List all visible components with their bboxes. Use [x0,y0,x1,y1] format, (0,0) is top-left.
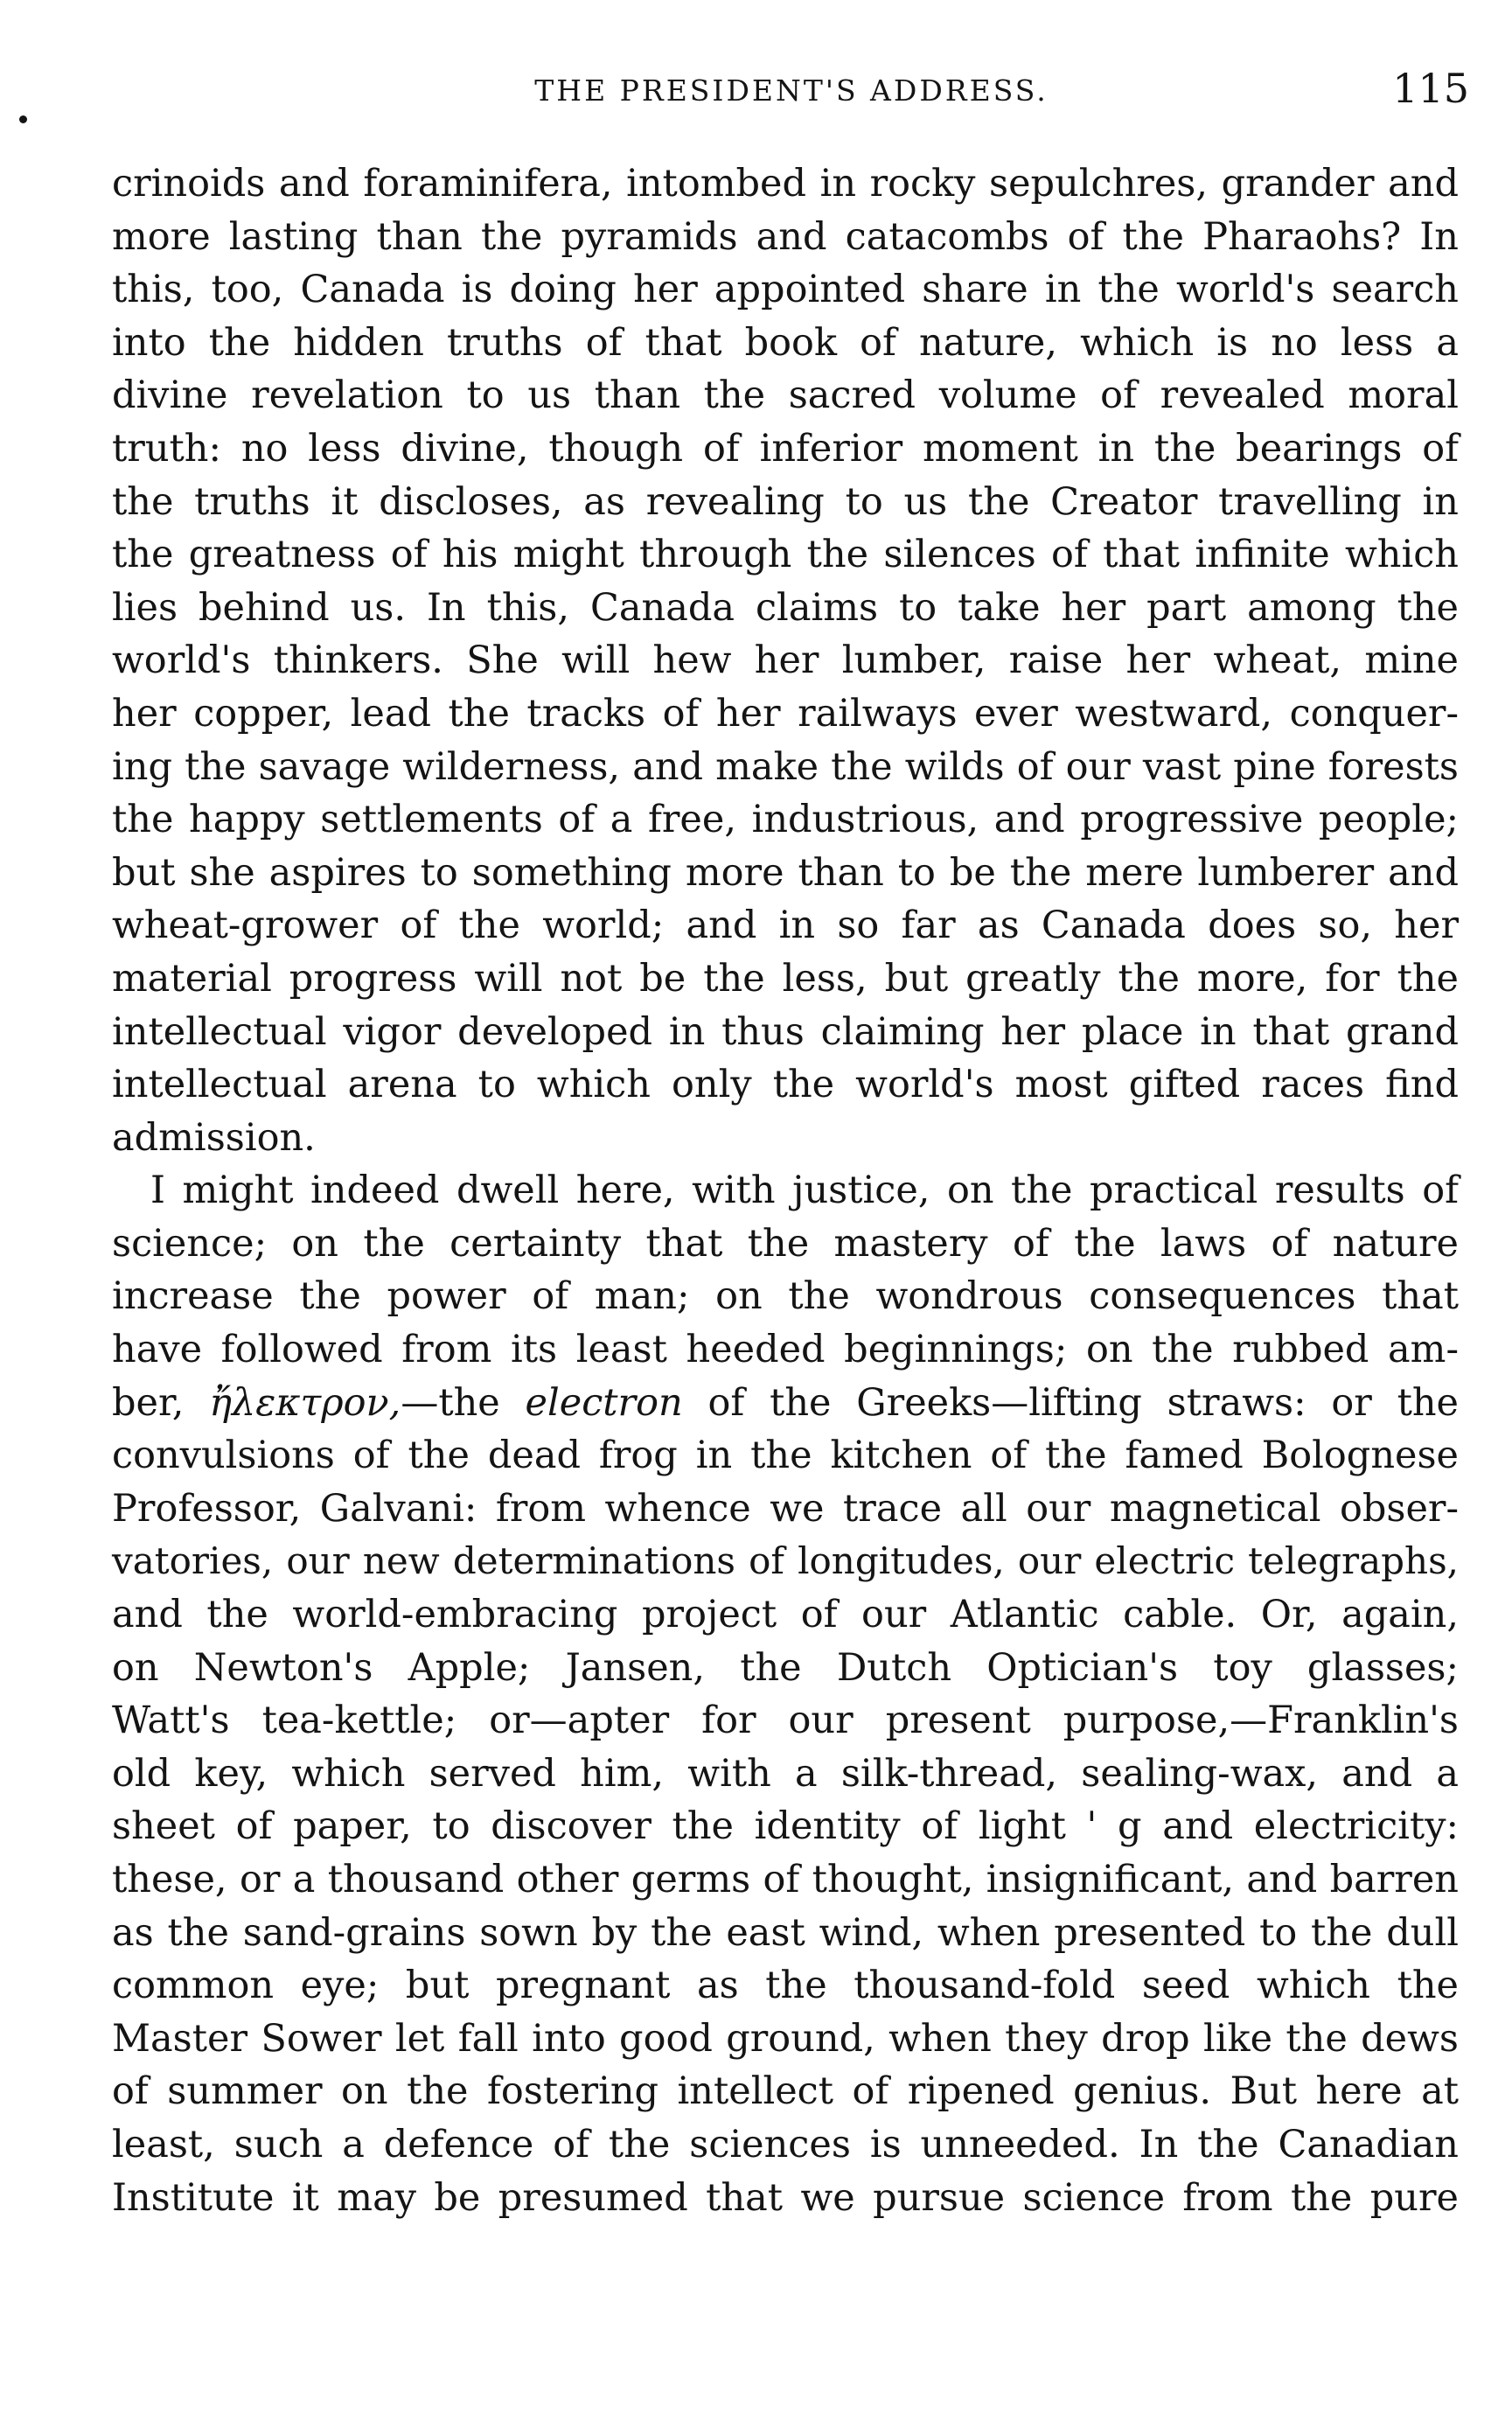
text-line: into the hidden truths of that book of nature, which is no less a [112,320,1459,365]
margin-dot [19,115,27,123]
text-line: this, too, Canada is doing her appointed share in the world's search [112,268,1459,312]
text-line: sheet of paper, to discover the identity of light ' g and electricity: [112,1804,1459,1849]
text-line: intellectual vigor developed in thus claiming her place in that grand [112,1009,1459,1054]
text-line: but she aspires to something more than to be the mere lumberer and [112,850,1459,895]
text-line: vatories, our new determinations of longitudes, our electric telegraphs, [112,1539,1459,1583]
text-line-greek [112,1377,1459,1430]
text-line: old key, which served him, with a silk-thread, sealing-wax, and a [112,1751,1459,1796]
text-line: I might indeed dwell here, with justice, on the practical results of [150,1169,1459,1213]
text-line: the truths it discloses, as revealing to us the Creator travelling in [112,479,1459,524]
text-line: intellectual arena to which only the world's most gifted races find [112,1063,1459,1107]
text-line: the greatness of his might through the silences of that infinite which [112,533,1459,577]
text-line: her copper, lead the tracks of her railways ever westward, conquer- [112,691,1459,736]
text-line: Master Sower let fall into good ground, when they drop like the dews [112,2016,1459,2061]
text-line: wheat-grower of the world; and in so far as Canada does so, her [112,904,1459,948]
text-line: material progress will not be the less, but greatly the more, for the [112,956,1459,1001]
running-head [114,63,1469,124]
text-line: the happy settlements of a free, industrious, and progressive people; [112,798,1459,842]
text-run: of the Greeks—lifting straws: or the [682,1380,1459,1425]
text-line: least, such a defence of the sciences is unneeded. In the Canadian [112,2122,1459,2166]
text-line: truth: no less divine, though of inferior moment in the bearings of [112,426,1459,471]
text-line: Institute it may be presumed that we pursue science from the pure [112,2175,1459,2220]
greek-word: ἤλεκτρον, [209,1380,401,1425]
text-line: ing the savage wilderness, and make the wilds of our vast pine forests [112,744,1459,789]
page-number: 115 [1392,65,1469,112]
text-line: divine revelation to us than the sacred volume of revealed moral [112,373,1459,418]
text-line: convulsions of the dead frog in the kitchen of the famed Bolognese [112,1434,1459,1478]
text-run: —the [401,1380,526,1425]
text-line: crinoids and foraminifera, intombed in rocky sepulchres, grander and [112,162,1459,206]
text-line: lies behind us. In this, Canada claims to take her part among the [112,585,1459,630]
text-line: admission. [112,1115,316,1160]
text-run: ber, [112,1380,210,1425]
text-line: of summer on the fostering intellect of ripened genius. But here at [112,2069,1459,2114]
text-line: increase the power of man; on the wondrous consequences that [112,1274,1459,1319]
text-line: and the world-embracing project of our Atlantic cable. Or, again, [112,1593,1459,1637]
text-line: these, or a thousand other germs of thought, insignificant, and barren [112,1858,1459,1901]
text-line: Professor, Galvani: from whence we trace all our magnetical obser- [112,1486,1459,1531]
text-line: world's thinkers. She will hew her lumber, raise her wheat, mine [112,638,1459,683]
text-line: science; on the certainty that the mastery of the laws of nature [112,1221,1459,1266]
text-line: Watt's tea-kettle; or—apter for our present purpose,—Franklin's [112,1699,1459,1743]
text-line: as the sand-grains sown by the east wind, when presented to the dull [112,1910,1459,1955]
text-line: more lasting than the pyramids and catacombs of the Pharaohs? In [112,214,1459,259]
italic-word: electron [525,1380,683,1425]
text-line: common eye; but pregnant as the thousand-fold seed which the [112,1964,1459,2008]
paragraph [112,1164,1459,2224]
text-line: on Newton's Apple; Jansen, the Dutch Optician's toy glasses; [112,1645,1459,1690]
body-text [112,157,1459,2224]
paragraph [112,157,1459,1164]
text-line: have followed from its least heeded beginnings; on the rubbed am- [112,1328,1459,1372]
running-title: THE PRESIDENT'S ADDRESS. [534,73,1049,108]
